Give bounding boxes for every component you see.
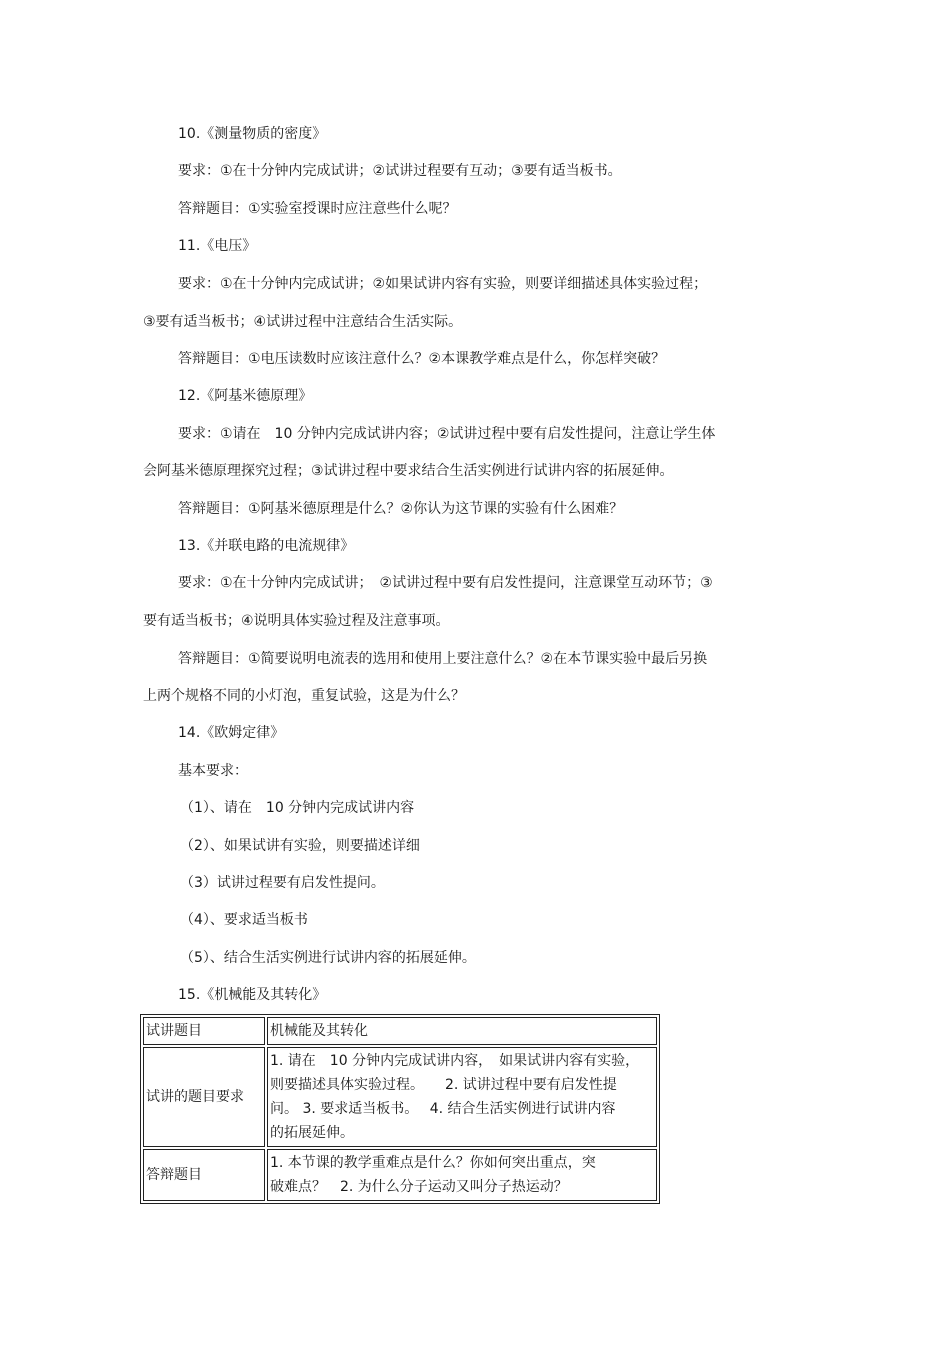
- q11-title: 11.《电压》: [178, 238, 257, 254]
- q14-basic-requirements: 基本要求：: [178, 763, 248, 779]
- q14-item-2: （2）、如果试讲有实验，则要描述详细: [180, 838, 420, 854]
- q13-defense-line1: 答辩题目：①简要说明电流表的选用和使用上要注意什么？②在本节课实验中最后另换: [178, 651, 708, 667]
- q11-defense: 答辩题目：①电压读数时应该注意什么？②本课教学难点是什么，你怎样突破？: [178, 351, 666, 367]
- q12-defense: 答辩题目：①阿基米德原理是什么？②你认为这节课的实验有什么困难？: [178, 501, 624, 517]
- q13-requirements-line2: 要有适当板书；④说明具体实验过程及注意事项。: [143, 613, 450, 629]
- q12-requirements-line1: 要求：①请在 10 分钟内完成试讲内容；②试讲过程中要有启发性提问，注意让学生体: [178, 426, 716, 442]
- requirements-line: 则要描述具体实验过程。 2. 试讲过程中要有启发性提: [270, 1077, 617, 1093]
- q10-requirements: 要求：①在十分钟内完成试讲；②试讲过程要有互动；③要有适当板书。: [178, 163, 622, 179]
- requirements-line: 1. 请在 10 分钟内完成试讲内容， 如果试讲内容有实验，: [270, 1053, 640, 1069]
- q12-title: 12.《阿基米德原理》: [178, 388, 313, 404]
- q15-table: [140, 1014, 660, 1204]
- q12-requirements-line2: 会阿基米德原理探究过程；③试讲过程中要求结合生活实例进行试讲内容的拓展延伸。: [143, 463, 674, 479]
- q13-requirements-line1: 要求：①在十分钟内完成试讲； ②试讲过程中要有启发性提问，注意课堂互动环节；③: [178, 575, 713, 591]
- defense-line: 破难点？ 2. 为什么分子运动又叫分子热运动？: [270, 1179, 568, 1195]
- q14-item-5: （5）、结合生活实例进行试讲内容的拓展延伸。: [180, 950, 476, 966]
- row-label-requirements: 试讲的题目要求: [143, 1047, 265, 1147]
- row-label-defense: 答辩题目: [143, 1149, 265, 1201]
- q10-defense: 答辩题目：①实验室授课时应注意些什么呢？: [178, 201, 457, 217]
- q15-title: 15.《机械能及其转化》: [178, 987, 327, 1003]
- row-value-topic: 机械能及其转化: [267, 1017, 657, 1045]
- q13-title: 13.《并联电路的电流规律》: [178, 538, 355, 554]
- table-row: [143, 1017, 657, 1045]
- q13-defense-line2: 上两个规格不同的小灯泡，重复试验，这是为什么？: [143, 688, 465, 704]
- row-value-requirements: [267, 1047, 657, 1147]
- defense-line: 1. 本节课的教学重难点是什么？你如何突出重点，突: [270, 1155, 596, 1171]
- q14-item-3: （3）试讲过程要有启发性提问。: [180, 875, 385, 891]
- q11-requirements-line1: 要求：①在十分钟内完成试讲；②如果试讲内容有实验，则要详细描述具体实验过程；: [178, 276, 708, 292]
- q14-title: 14.《欧姆定律》: [178, 725, 285, 741]
- row-label-topic: 试讲题目: [143, 1017, 265, 1045]
- table-row: [143, 1047, 657, 1147]
- row-value-defense: [267, 1149, 657, 1201]
- q14-item-4: （4）、要求适当板书: [180, 912, 308, 928]
- requirements-line: 的拓展延伸。: [270, 1125, 354, 1141]
- q11-requirements-line2: ③要有适当板书；④试讲过程中注意结合生活实际。: [143, 314, 463, 330]
- q14-item-1: （1）、请在 10 分钟内完成试讲内容: [180, 800, 415, 816]
- q10-title: 10.《测量物质的密度》: [178, 126, 327, 142]
- requirements-line: 问。 3. 要求适当板书。 4. 结合生活实例进行试讲内容: [270, 1101, 616, 1117]
- table-row: [143, 1149, 657, 1201]
